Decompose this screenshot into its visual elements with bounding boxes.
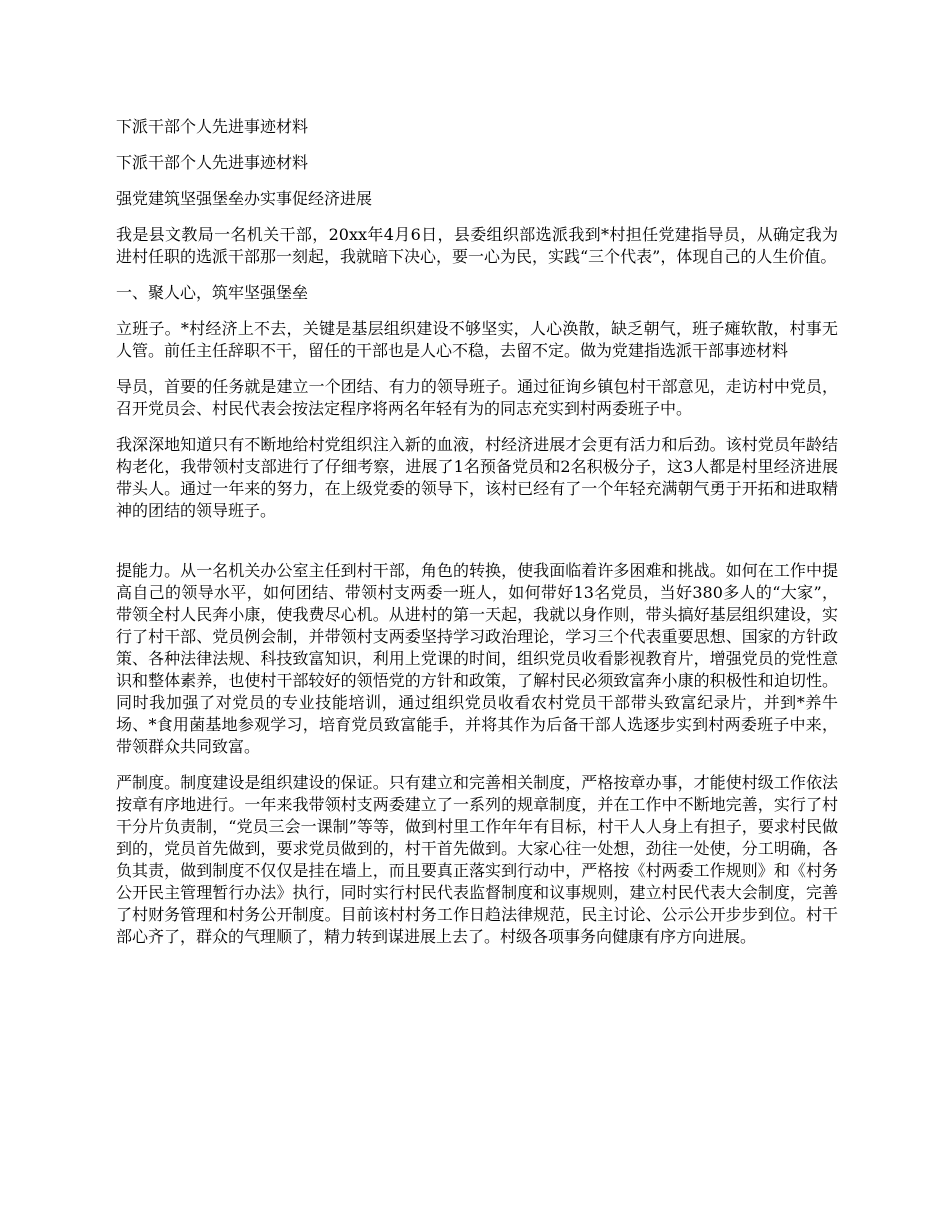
paragraph-improve-ability: 提能力。从一名机关办公室主任到村干部，角色的转换，使我面临着许多困难和挑战。如何在工作中提高自己的领导水平，如何团结、带领村支两委一班人，如何带好13名党员，当好380多人的“大家”，带领全村人民奔小康，使我费尽心机。从进村的第一天起，我就以身作则，带头搞好基层组织建设，实行了村干部、党员例会制，并带领村支两委坚持学习政治理论，学习三个代表重要思想、国家的方针政策、各种法律法规、科技致富知识，利用上党课的时间，组织党员收看影视教育片，增强党员的党性意识和整体素养，也使村干部较好的领悟党的方针和政策，了解村民必须致富奔小康的积极性和迫切性。同时我加强了对党员的专业技能培训，通过组织党员收看农村党员干部带头致富纪录片，并到*养牛场、*食用菌基地参观学习，培育党员致富能手，并将其作为后备干部人选逐步实到村两委班子中来，带领群众共同致富。 <box>116 561 838 756</box>
paragraph-new-blood: 我深深地知道只有不断地给村党组织注入新的血液，村经济进展才会更有活力和后劲。该村党员年龄结构老化，我带领村支部进行了仔细考察，进展了1名预备党员和2名积极分子，这3人都是村里经济进展带头人。通过一年来的努力，在上级党委的领导下，该村已经有了一个年轻充满朝气勇于开拓和进取精神的团结的领导班子。 <box>116 435 838 520</box>
paragraph-strict-system: 严制度。制度建设是组织建设的保证。只有建立和完善相关制度，严格按章办事，才能使村级工作依法按章有序地进行。一年来我带领村支两委建立了一系列的规章制度，并在工作中不断地完善，实行了村干分片负责制，“党员三会一课制”等等，做到村里工作年年有目标，村干人人身上有担子，要求村民做到的，党员首先做到，要求党员做到的，村干首先做到。大家心往一处想，劲往一处使，分工明确，各负其责，做到制度不仅仅是挂在墙上，而且要真正落实到行动中，严格按《村两委工作规则》和《村务公开民主管理暂行办法》执行，同时实行村民代表监督制度和议事规则，建立村民代表大会制度，完善了村财务管理和村务公开制度。目前该村村务工作日趋法律规范，民主讨论、公示公开步步到位。村干部心齐了，群众的气理顺了，精力转到谋进展上去了。村级各项事务向健康有序方向进展。 <box>116 773 838 946</box>
paragraph-team-continued: 导员，首要的任务就是建立一个团结、有力的领导班子。通过征询乡镇包村干部意见，走访村中党员，召开党员会、村民代表会按法定程序将两名年轻有为的同志充实到村两委班子中。 <box>116 377 838 418</box>
document-page <box>116 116 838 962</box>
document-title: 下派干部个人先进事迹材料 <box>116 117 309 136</box>
intro-paragraph: 我是县文教局一名机关干部，20xx年4月6日，县委组织部选派我到*村担任党建指导员，从确定我为进村任职的选派干部那一刻起，我就暗下决心，要一心为民，实践“三个代表”，体现自己的人生价值。 <box>116 225 838 266</box>
document-title-repeat: 下派干部个人先进事迹材料 <box>116 153 309 172</box>
paragraph-establish-team: 立班子。*村经济上不去，关键是基层组织建设不够坚实，人心涣散，缺乏朝气，班子瘫软散，村事无人管。前任主任辞职不干，留任的干部也是人心不稳，去留不定。做为党建指选派干部事迹材料 <box>116 319 838 360</box>
section-heading: 一、聚人心，筑牢坚强堡垒 <box>116 283 309 302</box>
document-subtitle: 强党建筑坚强堡垒办实事促经济进展 <box>116 189 373 208</box>
page-gap <box>116 536 838 560</box>
